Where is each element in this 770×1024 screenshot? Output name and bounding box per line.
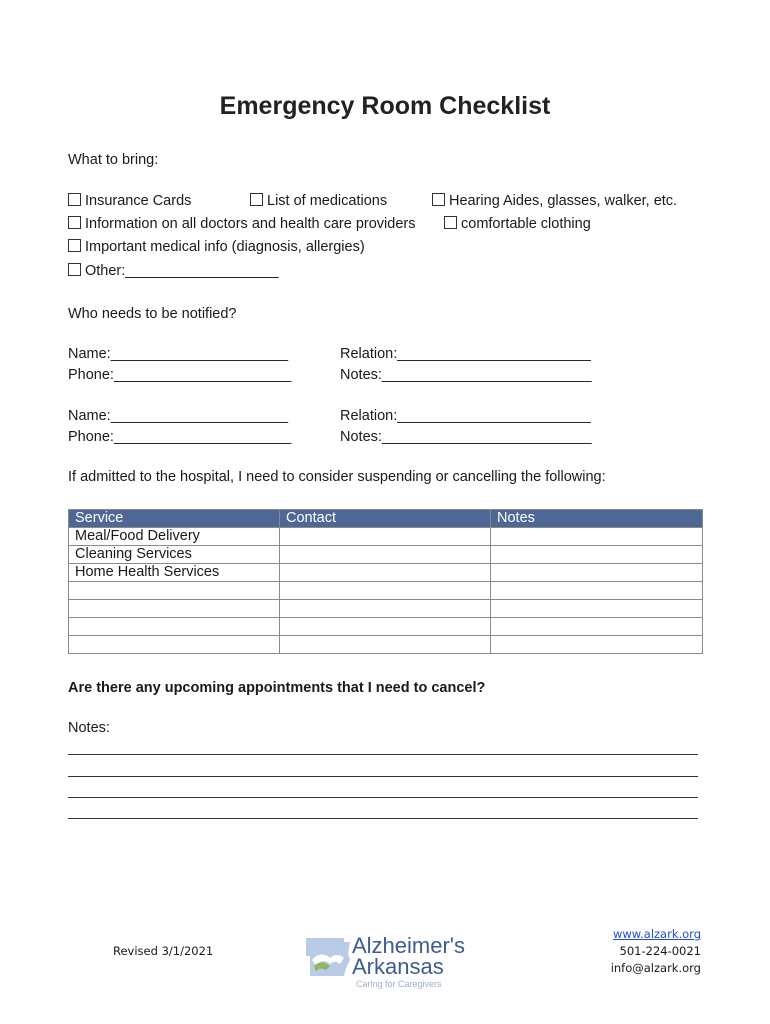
checkbox[interactable] [444,216,457,229]
column-header-contact: Contact [280,510,491,528]
admitted-text: If admitted to the hospital, I need to consider suspending or cancelling the following: [68,469,606,485]
logo-line1: Alzheimer's [352,933,466,958]
checklist-label: List of medications [267,193,388,209]
table-row [69,582,703,600]
services-table [68,509,703,654]
checkbox[interactable] [68,216,81,229]
notes-label: Notes: [68,720,110,736]
website-link[interactable] [613,927,701,941]
logo-tagline: Caring for Caregivers [356,979,442,989]
contact1-relation-field[interactable]: Relation:________________________ [340,346,591,362]
website-link-text[interactable]: www.alzark.org [612,927,701,941]
notes-cell[interactable] [491,618,703,636]
checklist-label: comfortable clothing [461,216,591,232]
contact-cell[interactable] [280,636,491,654]
checklist-label: Other:___________________ [85,263,279,279]
table-header-row [69,510,703,528]
column-header-service: Service [69,510,280,528]
table-row [69,600,703,618]
checklist-item-insurance[interactable] [68,193,191,209]
service-cell[interactable] [69,636,280,654]
notify-heading: Who needs to be notified? [68,306,237,322]
table-row [69,618,703,636]
table-row [69,528,703,546]
checklist-item-doctors[interactable] [68,216,415,232]
table-row [69,564,703,582]
checklist-label: Insurance Cards [85,193,192,209]
checklist-item-hearing-aids[interactable] [432,193,677,209]
bring-heading: What to bring: [68,152,159,168]
contact-cell[interactable] [280,600,491,618]
contact1-name-field[interactable]: Name:______________________ [68,346,289,362]
notes-cell[interactable] [491,528,703,546]
page-title: Emergency Room Checklist [219,92,551,120]
contact-cell[interactable] [280,528,491,546]
checkbox[interactable] [68,263,81,276]
revised-date: Revised 3/1/2021 [113,944,214,958]
contact1-notes-field[interactable]: Notes:__________________________ [340,367,592,383]
column-header-notes: Notes [491,510,703,528]
checklist-item-other[interactable] [68,263,279,279]
contact-cell[interactable] [280,582,491,600]
notes-line[interactable] [68,797,698,798]
service-cell[interactable] [69,618,280,636]
checklist-item-medications[interactable] [250,193,387,209]
contact2-notes-field[interactable]: Notes:__________________________ [340,429,592,445]
service-cell: Home Health Services [69,564,280,582]
notes-line[interactable] [68,818,698,819]
email-address: info@alzark.org [610,961,701,975]
phone-number: 501-224-0021 [619,944,701,958]
notes-cell[interactable] [491,564,703,582]
checkbox[interactable] [68,193,81,206]
state-hands-icon [304,934,354,978]
service-cell: Meal/Food Delivery [69,528,280,546]
checklist-label: Important medical info (diagnosis, allergies) [85,239,365,255]
logo-line2: Arkansas [352,954,444,979]
contact-cell[interactable] [280,564,491,582]
checklist-label: Hearing Aides, glasses, walker, etc. [449,193,678,209]
checklist-label: Information on all doctors and health care providers [85,216,416,232]
contact-cell[interactable] [280,546,491,564]
notes-cell[interactable] [491,600,703,618]
contact2-relation-field[interactable]: Relation:________________________ [340,408,591,424]
service-cell[interactable] [69,600,280,618]
notes-line[interactable] [68,776,698,777]
table-row [69,636,703,654]
checkbox[interactable] [432,193,445,206]
contact-cell[interactable] [280,618,491,636]
alzheimers-arkansas-logo [304,934,504,994]
service-cell: Cleaning Services [69,546,280,564]
table-row [69,546,703,564]
notes-cell[interactable] [491,636,703,654]
service-cell[interactable] [69,582,280,600]
appointments-question: Are there any upcoming appointments that I need to cancel? [68,680,486,696]
notes-cell[interactable] [491,582,703,600]
notes-line[interactable] [68,754,698,755]
notes-cell[interactable] [491,546,703,564]
checklist-item-medical-info[interactable] [68,239,365,255]
contact1-phone-field[interactable]: Phone:______________________ [68,367,292,383]
checklist-item-clothing[interactable] [444,216,591,232]
checkbox[interactable] [250,193,263,206]
checkbox[interactable] [68,239,81,252]
contact2-name-field[interactable]: Name:______________________ [68,408,289,424]
contact2-phone-field[interactable]: Phone:______________________ [68,429,292,445]
